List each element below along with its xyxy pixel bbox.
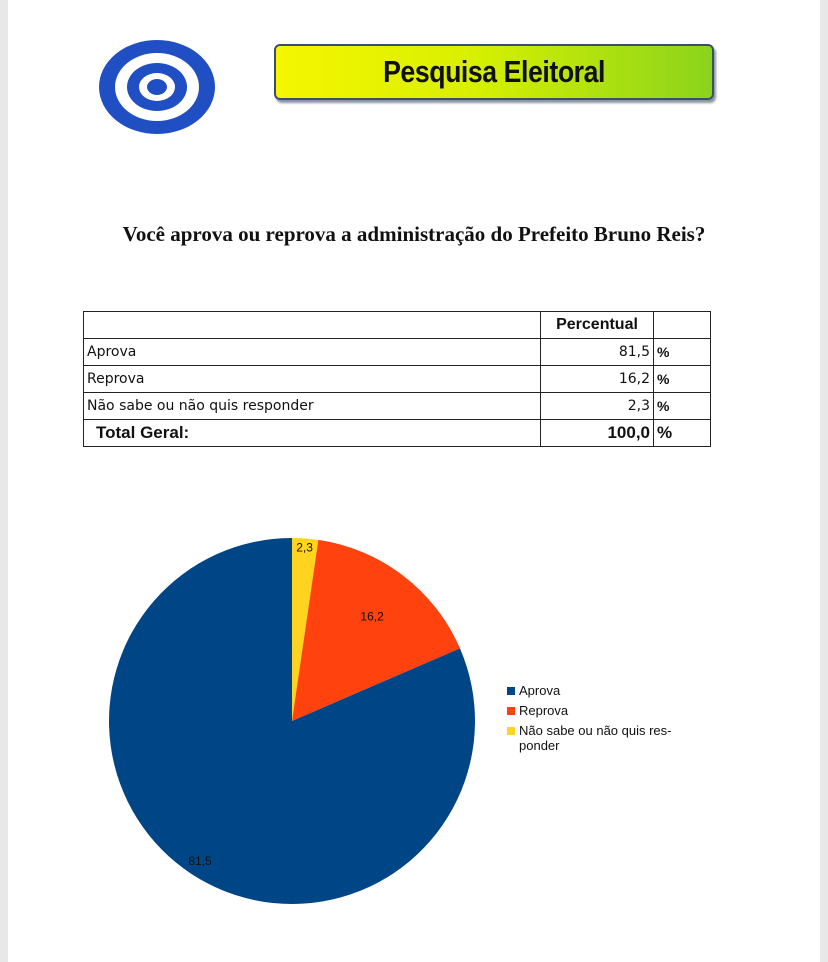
row-unit: %: [654, 339, 711, 366]
row-value: 81,5: [541, 339, 654, 366]
row-label: Aprova: [84, 339, 541, 366]
empty-header-cell: [654, 312, 711, 339]
total-value: 100,0: [541, 420, 654, 447]
row-unit: %: [654, 393, 711, 420]
table-row: [84, 366, 711, 393]
banner-title: Pesquisa Eleitoral: [383, 54, 605, 89]
pie-chart: [8, 480, 820, 940]
legend-swatch: [507, 707, 515, 715]
row-value: 16,2: [541, 366, 654, 393]
row-value: 2,3: [541, 393, 654, 420]
table-header-row: [84, 312, 711, 339]
legend-label: Aprova: [519, 683, 561, 698]
row-label: Reprova: [84, 366, 541, 393]
table-row: [84, 393, 711, 420]
total-label: Total Geral:: [84, 420, 541, 447]
legend-swatch: [507, 687, 515, 695]
row-unit: %: [654, 366, 711, 393]
table-row: [84, 339, 711, 366]
legend-label: Não sabe ou não quis res-: [519, 723, 672, 738]
document-page: [8, 0, 820, 962]
slice-data-label: 81,5: [188, 854, 212, 868]
total-unit: %: [654, 420, 711, 447]
slice-data-label: 16,2: [360, 609, 384, 624]
results-table: [83, 311, 711, 447]
legend-swatch: [507, 727, 515, 735]
legend-label: ponder: [519, 738, 560, 753]
target-logo-icon: [96, 38, 218, 136]
empty-header-cell: [84, 312, 541, 339]
row-label: Não sabe ou não quis responder: [84, 393, 541, 420]
legend-label: Reprova: [519, 703, 569, 718]
slice-data-label: 2,3: [296, 540, 313, 555]
table-total-row: [84, 420, 711, 447]
title-banner: [274, 44, 714, 100]
survey-question: Você aprova ou reprova a administração do Prefeito Bruno Reis?: [122, 222, 706, 246]
column-header-percentual: Percentual: [541, 312, 654, 339]
